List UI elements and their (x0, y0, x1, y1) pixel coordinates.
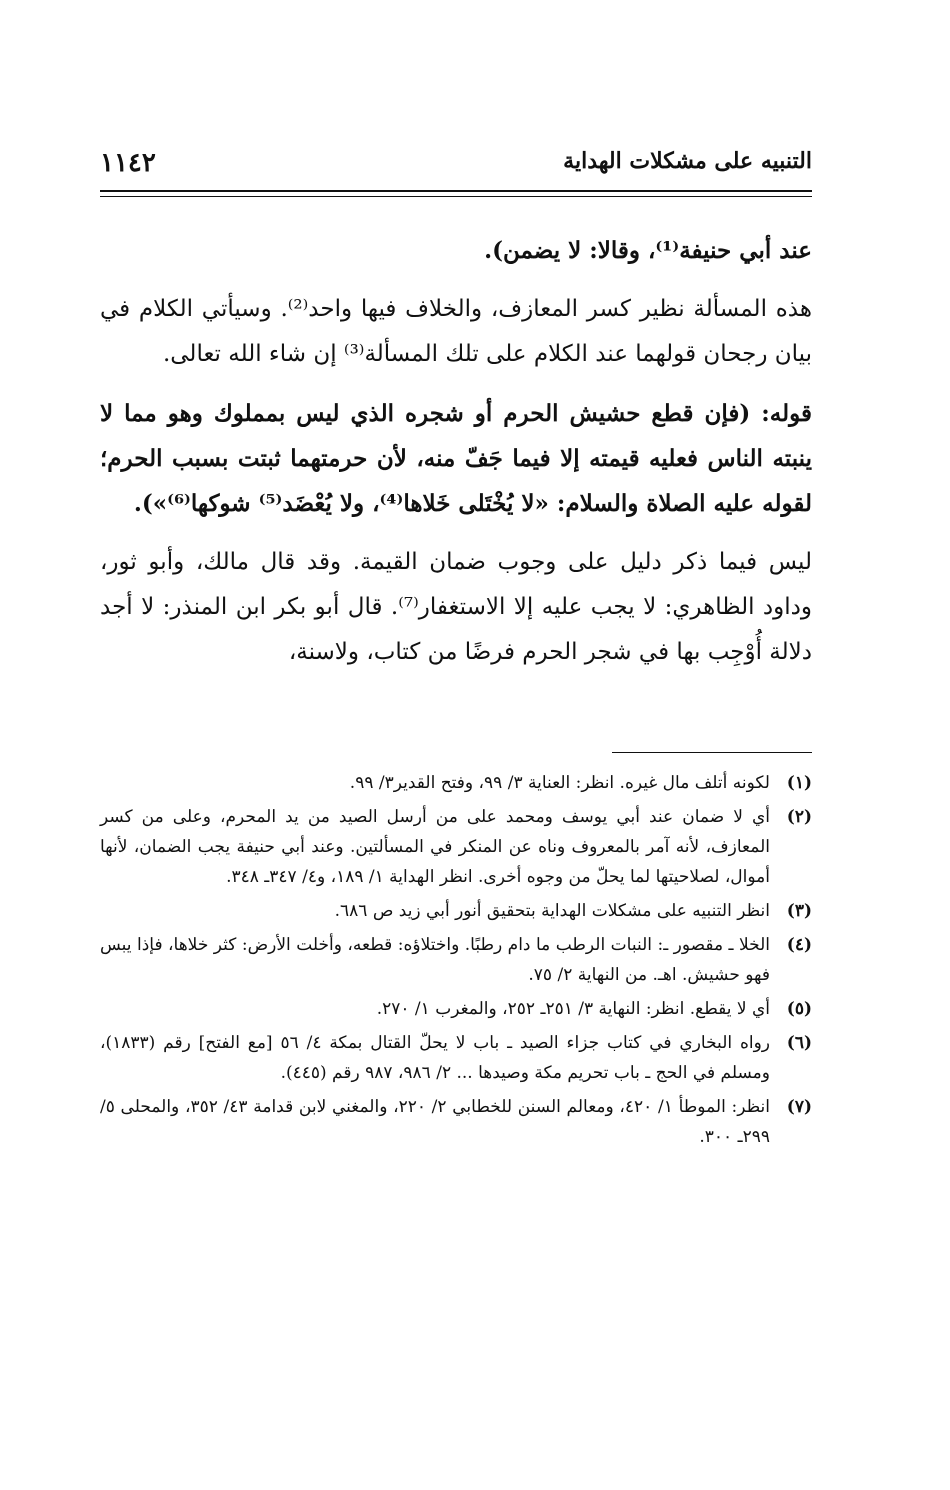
footnote-number: (٥) (786, 999, 812, 1019)
paragraph: عند أبي حنيفة⁽¹⁾، وقالا: لا يضمن). (484, 237, 812, 264)
footnote (100, 930, 812, 990)
footnote (100, 1092, 812, 1152)
footnote-separator (612, 752, 812, 753)
paragraph-gap (100, 377, 812, 391)
footnote (100, 1028, 812, 1088)
footnote (100, 802, 812, 892)
footnote-text: انظر التنبيه على مشكلات الهداية بتحقيق أنور أبي زيد ص ٦٨٦. (334, 901, 770, 921)
page-header (100, 148, 812, 188)
footnote-number: (٦) (786, 1033, 812, 1053)
footnote-number: (٤) (786, 935, 812, 955)
footnote-number: (٧) (786, 1097, 812, 1117)
header-rule-thick (100, 190, 812, 192)
footnote-number: (٢) (786, 807, 812, 827)
footnote (100, 768, 812, 798)
footnote-text: الخلا ـ مقصور ـ: النبات الرطب ما دام رطبًا. واختلاؤه: قطعه، وأخلت الأرض: كثر خلاها، فإذا يبس فهو حشيش. اهـ. من النهاية ٢/ ٧٥. (100, 935, 770, 985)
footnote-text: لكونه أتلف مال غيره. انظر: العناية ٣/ ٩٩، وفتح القدير٣/ ٩٩. (349, 773, 770, 793)
footnote-text: انظر: الموطأ ١/ ٤٢٠، ومعالم السنن للخطابي ٢/ ٢٢٠، والمغني لابن قدامة ٤٣/ ٣٥٢، والمحلى ٥/ ٢٩٩ـ ٣٠٠. (100, 1097, 770, 1147)
main-text (100, 228, 812, 675)
footnote-text: رواه البخاري في كتاب جزاء الصيد ـ باب لا يحلّ القتال بمكة ٤/ ٥٦ [مع الفتح] رقم (١٨٣٣)، ومسلم في الحج ـ باب تحريم مكة وصيدها ... ٢/ ٩٨٦، ٩٨٧ رقم (٤٤٥). (100, 1033, 771, 1083)
footnote-text: أي لا ضمان عند أبي يوسف ومحمد على من أرسل الصيد من يد المحرم، وعلى من كسر المعازف، لأنه آمر بالمعروف وناه عن المنكر في المسألتين. وعند أبي حنيفة يجب الضمان، لأنها أموال، لصلاحيتها لما يحلّ من وجوه أخرى. انظر الهداية ١/ ١٨٩، و٤/ ٣٤٧ـ ٣٤٨. (100, 807, 770, 887)
footnotes (100, 768, 812, 1156)
footnote (100, 896, 812, 926)
paragraph: هذه المسألة نظير كسر المعازف، والخلاف فيها واحد⁽²⁾. وسيأتي الكلام في بيان رجحان قولهما عند الكلام على تلك المسألة⁽³⁾ إن شاء الله تعالى. (100, 296, 812, 367)
paragraph-gap (100, 526, 812, 540)
header-rule-thin (100, 196, 812, 197)
paragraph: ليس فيما ذكر دليل على وجوب ضمان القيمة. وقد قال مالك، وأبو ثور، وداود الظاهري: لا يجب عليه إلا الاستغفار⁽⁷⁾. قال أبو بكر ابن المنذر: لا أجد دلالة أُوْجِب بها في شجر الحرم فرضًا من كتاب، ولاسنة، (100, 549, 813, 665)
footnote-text: أي لا يقطع. انظر: النهاية ٣/ ٢٥١ـ ٢٥٢، والمغرب ١/ ٢٧٠. (376, 999, 770, 1019)
footnote-number: (٣) (786, 901, 812, 921)
running-title: التنبيه على مشكلات الهداية (563, 148, 812, 174)
paragraph: قوله: (فإن قطع حشيش الحرم أو شجره الذي ليس بمملوك وهو مما لا ينبته الناس فعليه قيمته إلا فيما جَفّ منه، لأن حرمتهما ثبتت بسبب الحرم؛ لقوله عليه الصلاة والسلام: «لا يُخْتَلى خَلاها⁽⁴⁾، ولا يُعْضَد⁽⁵⁾ شوكها⁽⁶⁾»). (100, 400, 812, 517)
paragraph-gap (100, 273, 812, 287)
page-number: ١١٤٢ (100, 148, 156, 178)
footnote (100, 994, 812, 1024)
footnote-number: (١) (786, 773, 812, 793)
